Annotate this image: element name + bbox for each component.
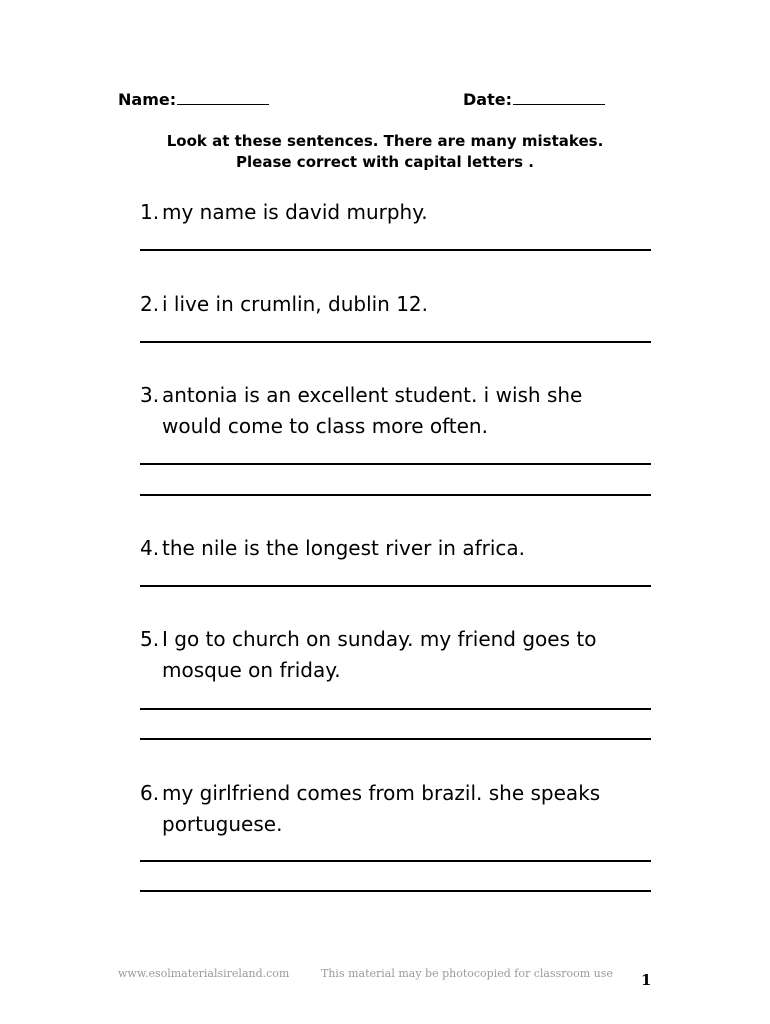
answer-line[interactable] [140,249,651,251]
question-text: I go to church on sunday. my friend goes to [162,627,597,651]
question-number: 6. [140,781,160,805]
question-text: my name is david murphy. [162,200,428,224]
question-text-continued: mosque on friday. [162,658,341,682]
question-text-continued: portuguese. [162,812,283,836]
footer-note: This material may be photocopied for classroom use [321,967,613,980]
instructions [0,131,770,173]
answer-line[interactable] [140,708,651,710]
question-text: my girlfriend comes from brazil. she speaks [162,781,601,805]
name-field[interactable] [118,90,269,109]
question-text: i live in crumlin, dublin 12. [162,292,429,316]
answer-line[interactable] [140,463,651,465]
question-text: antonia is an excellent student. i wish she [162,383,583,407]
instructions-line-2: Please correct with capital letters . [236,153,534,171]
question-text: the nile is the longest river in africa. [162,536,526,560]
page-number: 1 [641,971,652,989]
answer-line[interactable] [140,860,651,862]
date-blank[interactable] [513,90,605,105]
name-label: Name: [118,90,177,109]
question-number: 3. [140,383,160,407]
answer-line[interactable] [140,585,651,587]
answer-line[interactable] [140,738,651,740]
question-3 [140,380,660,442]
answer-line[interactable] [140,890,651,892]
date-label: Date: [463,90,512,109]
question-number: 4. [140,536,160,560]
question-4 [140,533,660,564]
name-blank[interactable] [177,90,269,105]
question-2 [140,289,660,320]
question-number: 2. [140,292,160,316]
question-number: 1. [140,200,160,224]
instructions-line-1: Look at these sentences. There are many mistakes. [166,132,604,150]
date-field[interactable] [463,90,605,109]
answer-line[interactable] [140,341,651,343]
question-text-continued: would come to class more often. [162,414,488,438]
question-5 [140,624,660,686]
footer-website: www.esolmaterialsireland.com [118,967,290,980]
question-number: 5. [140,627,160,651]
question-6 [140,778,660,840]
question-1 [140,197,660,228]
answer-line[interactable] [140,494,651,496]
